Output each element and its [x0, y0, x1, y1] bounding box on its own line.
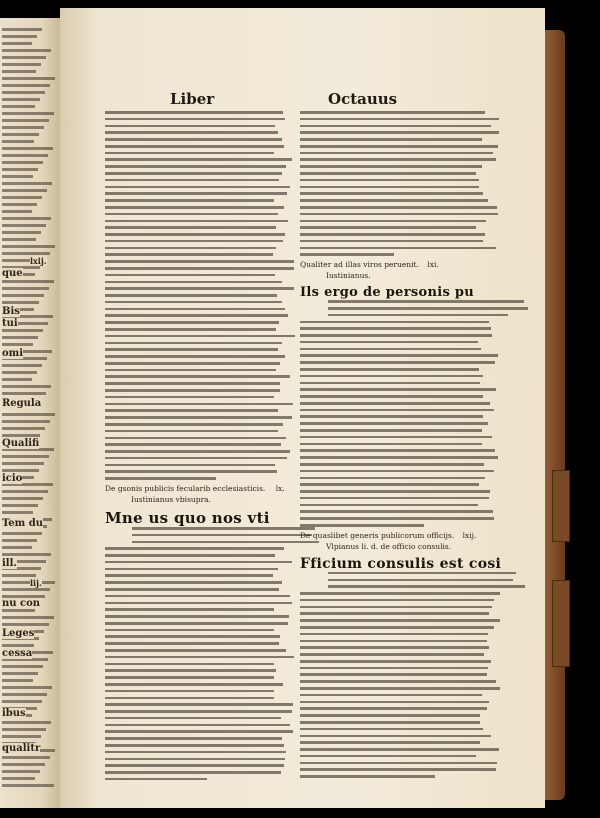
- left-page-text-line: [2, 217, 51, 220]
- text-line: [300, 504, 478, 507]
- left-page-text-line: [2, 427, 45, 430]
- text-line: [105, 131, 278, 134]
- text-line: [105, 737, 282, 740]
- text-line: [300, 436, 492, 439]
- left-page-text-line: [2, 609, 35, 612]
- text-line: [105, 247, 276, 250]
- text-line: [105, 470, 277, 473]
- text-column-left: [105, 111, 295, 785]
- text-line: [328, 579, 513, 582]
- text-line: [300, 755, 476, 758]
- left-page-text-line: [2, 420, 50, 423]
- text-line: [105, 683, 283, 686]
- text-line: [300, 748, 499, 751]
- left-page-text-line: [2, 546, 32, 549]
- left-page-fragment: que: [2, 268, 23, 279]
- text-line: [105, 301, 282, 304]
- text-line: [300, 179, 479, 182]
- text-line: [105, 260, 294, 263]
- text-line: [300, 247, 496, 250]
- text-line: [300, 762, 497, 765]
- left-page-text-line: [2, 364, 42, 367]
- text-line: [300, 321, 489, 324]
- text-line: [105, 409, 278, 412]
- text-line: [105, 457, 287, 460]
- text-line: [300, 606, 492, 609]
- left-page-text-line: [2, 147, 53, 150]
- left-page-text-line: [2, 77, 55, 80]
- left-page-text-line: [2, 532, 42, 535]
- text-line: [300, 626, 494, 629]
- left-page-text-line: [2, 154, 48, 157]
- text-line: [105, 158, 292, 161]
- text-line: [105, 125, 275, 128]
- text-line: [300, 327, 491, 330]
- left-page-fragment: omi: [2, 348, 24, 359]
- left-page-text-line: [2, 329, 43, 332]
- left-page-text-line: [2, 119, 49, 122]
- text-line: [105, 416, 292, 419]
- left-page-text-line: [2, 378, 32, 381]
- text-line: [105, 656, 294, 659]
- text-line: [105, 342, 282, 345]
- text-line: [300, 172, 476, 175]
- text-line: [300, 707, 487, 710]
- left-page-text-line: [2, 539, 37, 542]
- text-line: [300, 619, 500, 622]
- text-line: [300, 125, 491, 128]
- left-page-text-line: [2, 413, 55, 416]
- text-line: [300, 395, 483, 398]
- text-line: [105, 355, 285, 358]
- text-line: [300, 382, 480, 385]
- text-line: [300, 673, 487, 676]
- left-page-text-line: [2, 371, 37, 374]
- text-line: [300, 429, 482, 432]
- text-line: [300, 152, 493, 155]
- left-page-text-line: [2, 238, 36, 241]
- section-heading-lxi: Qualiter ad illas viros peruenit. lxi.: [300, 260, 439, 270]
- left-page-text-line: [2, 385, 51, 388]
- left-page-text-line: [2, 728, 46, 731]
- text-line: [105, 314, 288, 317]
- left-page-text-line: [2, 63, 41, 66]
- text-line: [132, 534, 312, 537]
- text-line: [300, 449, 495, 452]
- left-page-text-line: [2, 497, 43, 500]
- text-line: [105, 220, 288, 223]
- left-page-text-line: [2, 588, 50, 591]
- text-line: [300, 131, 499, 134]
- text-column-right: [300, 111, 500, 782]
- left-page-text-line: [2, 469, 39, 472]
- text-line: [300, 402, 490, 405]
- text-line: [300, 477, 485, 480]
- text-line: [300, 728, 483, 731]
- text-line: [328, 307, 528, 310]
- text-line: [300, 199, 488, 202]
- text-line: [300, 701, 489, 704]
- left-page-text-line: [2, 210, 32, 213]
- text-line: [105, 697, 274, 700]
- left-page-text-line: [2, 693, 47, 696]
- text-line: [105, 369, 276, 372]
- text-line: [300, 354, 498, 357]
- text-line: [132, 541, 319, 544]
- text-line: [105, 111, 283, 114]
- text-line: [300, 341, 478, 344]
- text-line: [105, 724, 290, 727]
- section-incipit-lx: Mne us quo nos vti: [105, 508, 270, 527]
- left-page-text-line: [2, 644, 34, 647]
- text-line: [105, 717, 281, 720]
- text-line: [300, 490, 490, 493]
- left-page-text-line: [2, 28, 42, 31]
- right-page: [60, 8, 545, 808]
- section-incipit-lxij: Fficium consulis est cosi: [300, 555, 502, 572]
- left-page: [0, 18, 60, 808]
- text-line: [105, 751, 286, 754]
- left-page-text-line: [2, 665, 43, 668]
- text-line: [105, 294, 277, 297]
- page-tab-lower: [552, 580, 570, 667]
- text-line: [300, 409, 494, 412]
- text-line: [105, 669, 276, 672]
- text-line: [105, 308, 285, 311]
- left-page-text-line: [2, 98, 40, 101]
- text-line: [300, 735, 491, 738]
- text-line: [328, 300, 524, 303]
- left-page-fragment: Leges: [2, 628, 35, 639]
- text-line: [300, 375, 483, 378]
- text-line: [105, 595, 290, 598]
- left-page-fragment: Qualifi: [2, 438, 40, 449]
- text-line: [300, 186, 479, 189]
- text-line: [300, 680, 496, 683]
- left-page-fragment: ibus: [2, 708, 26, 719]
- text-line: [105, 477, 216, 480]
- text-line: [300, 775, 435, 778]
- text-line: [105, 608, 274, 611]
- left-page-text-line: [2, 462, 44, 465]
- text-line: [300, 226, 476, 229]
- left-page-fragment: qualitr: [2, 743, 41, 754]
- left-page-text-line: [2, 336, 38, 339]
- text-line: [105, 389, 280, 392]
- left-page-fragment: nu con: [2, 598, 41, 609]
- left-page-number: lxij.: [30, 256, 47, 266]
- left-page-text-line: [2, 700, 42, 703]
- text-line: [300, 456, 498, 459]
- left-page-text-line: [2, 175, 33, 178]
- text-line: [300, 145, 498, 148]
- left-page-fragment: tui: [2, 318, 18, 329]
- text-line: [105, 396, 274, 399]
- left-page-text-line: [2, 224, 46, 227]
- text-line: [300, 361, 495, 364]
- text-line: [105, 771, 281, 774]
- text-line: [300, 206, 497, 209]
- left-page-text-line: [2, 721, 51, 724]
- text-line: [105, 226, 276, 229]
- text-line: [105, 554, 275, 557]
- text-line: [300, 694, 482, 697]
- text-line: [300, 348, 481, 351]
- text-line: [300, 667, 488, 670]
- section-incipit-lxi: Ils ergo de personis pu: [300, 285, 475, 301]
- left-page-fragment: Regula: [2, 398, 42, 409]
- left-page-text-line: [2, 756, 50, 759]
- left-page-text-line: [2, 574, 36, 577]
- text-line: [105, 206, 284, 209]
- text-line: [300, 599, 494, 602]
- left-page-text-line: [2, 182, 52, 185]
- left-page-text-line: [2, 161, 43, 164]
- left-page-text-line: [2, 280, 54, 283]
- text-line: [300, 517, 494, 520]
- text-line: [300, 233, 485, 236]
- left-page-text-line: [2, 196, 42, 199]
- text-line: [300, 334, 492, 337]
- text-line: [300, 415, 483, 418]
- left-page-text-line: [2, 581, 55, 584]
- running-head-right: Octauus: [328, 90, 398, 108]
- left-page-fragment: Bis: [2, 306, 20, 317]
- text-line: [105, 430, 278, 433]
- text-line: [300, 165, 482, 168]
- left-page-text-line: [2, 455, 49, 458]
- text-line: [105, 730, 293, 733]
- left-page-text-line: [2, 679, 33, 682]
- text-line: [105, 192, 287, 195]
- left-page-text-line: [2, 287, 49, 290]
- left-page-text-line: [2, 35, 37, 38]
- text-line: [300, 422, 488, 425]
- text-line: [105, 710, 292, 713]
- left-page-text-line: [2, 623, 49, 626]
- left-page-text-line: [2, 784, 54, 787]
- text-line: [105, 588, 279, 591]
- page-tab-upper: [552, 470, 570, 542]
- text-line: [300, 118, 499, 121]
- left-page-text-line: [2, 140, 34, 143]
- section-heading-lxij: De quaslibet generis publicorum officijs. lxij.: [300, 530, 477, 540]
- left-page-text-line: [2, 231, 41, 234]
- text-line: [300, 158, 496, 161]
- text-line: [105, 764, 284, 767]
- text-line: [105, 179, 279, 182]
- left-page-fragment: icio: [2, 473, 23, 484]
- text-line: [105, 703, 293, 706]
- section-subheading-lx: Iustinianus vbisupra.: [131, 494, 212, 504]
- text-line: [105, 152, 274, 155]
- text-line: [105, 348, 278, 351]
- text-line: [105, 663, 274, 666]
- text-line: [328, 314, 508, 317]
- left-page-text-line: [2, 133, 39, 136]
- text-line: [105, 635, 280, 638]
- left-page-text-line: [2, 203, 37, 206]
- text-line: [300, 660, 491, 663]
- text-line: [105, 253, 273, 256]
- text-line: [105, 758, 285, 761]
- text-line: [105, 568, 278, 571]
- left-page-text-line: [2, 126, 44, 129]
- text-line: [300, 612, 489, 615]
- text-line: [300, 640, 487, 643]
- text-line: [105, 690, 274, 693]
- text-line: [105, 443, 281, 446]
- text-line: [300, 721, 480, 724]
- text-line: [105, 274, 275, 277]
- text-line: [300, 714, 480, 717]
- left-page-text-line: [2, 294, 44, 297]
- text-line: [300, 768, 496, 771]
- left-page-text-line: [2, 112, 54, 115]
- text-line: [105, 240, 283, 243]
- left-page-text-line: [2, 392, 46, 395]
- text-line: [105, 138, 282, 141]
- text-line: [300, 138, 482, 141]
- text-line: [300, 463, 484, 466]
- left-page-text-line: [2, 91, 45, 94]
- text-line: [105, 547, 284, 550]
- text-line: [105, 464, 275, 467]
- text-line: [105, 629, 274, 632]
- left-page-text-line: [2, 686, 52, 689]
- text-line: [105, 423, 283, 426]
- left-page-text-line: [2, 504, 38, 507]
- left-page-fragment: ill.: [2, 558, 17, 569]
- left-page-text-line: [2, 42, 32, 45]
- text-line: [300, 483, 479, 486]
- left-page-text-line: [2, 245, 55, 248]
- text-line: [300, 687, 500, 690]
- left-page-text-line: [2, 56, 46, 59]
- text-line: [300, 253, 394, 256]
- text-line: [328, 585, 525, 588]
- left-page-text-line: [2, 252, 50, 255]
- text-line: [300, 646, 489, 649]
- left-page-text-line: [2, 735, 41, 738]
- left-page-text-line: [2, 672, 38, 675]
- text-line: [105, 649, 286, 652]
- text-line: [300, 443, 482, 446]
- left-page-text-line: [2, 84, 50, 87]
- text-line: [300, 653, 484, 656]
- text-line: [105, 186, 290, 189]
- text-line: [105, 642, 279, 645]
- text-line: [300, 213, 498, 216]
- text-line: [105, 328, 276, 331]
- text-line: [132, 527, 316, 530]
- text-line: [105, 676, 274, 679]
- left-page-fragment: Tem du: [2, 518, 43, 529]
- left-page-text-line: [2, 616, 54, 619]
- text-line: [105, 622, 288, 625]
- text-line: [105, 437, 286, 440]
- left-page-text-line: [2, 490, 48, 493]
- text-line: [105, 403, 293, 406]
- left-page-text-line: [2, 189, 47, 192]
- text-line: [300, 368, 479, 371]
- text-line: [105, 602, 292, 605]
- section-sub-lxij: Vlpianus li. d. de officio consulis.: [326, 541, 452, 551]
- text-line: [105, 145, 284, 148]
- text-line: [300, 388, 496, 391]
- text-line: [105, 335, 295, 338]
- text-line: [105, 615, 289, 618]
- text-line: [300, 524, 424, 527]
- left-page-number: lij.: [30, 578, 42, 588]
- text-line: [105, 281, 282, 284]
- text-line: [105, 118, 285, 121]
- text-line: [105, 382, 280, 385]
- text-line: [300, 192, 483, 195]
- text-line: [105, 744, 284, 747]
- text-line: [105, 213, 278, 216]
- left-page-text-line: [2, 70, 36, 73]
- left-page-text-line: [2, 105, 35, 108]
- section-sub-lxi: Iustinianus.: [326, 271, 371, 281]
- text-line: [300, 510, 493, 513]
- text-line: [300, 592, 500, 595]
- left-page-text-line: [2, 553, 51, 556]
- text-line: [105, 165, 286, 168]
- running-head-left: Liber: [170, 90, 215, 108]
- left-page-text-line: [2, 49, 51, 52]
- left-page-text-line: [2, 777, 35, 780]
- text-line: [105, 233, 285, 236]
- text-line: [105, 561, 292, 564]
- text-line: [300, 220, 486, 223]
- text-line: [105, 321, 279, 324]
- text-line: [105, 199, 274, 202]
- text-line: [300, 741, 480, 744]
- text-line: [105, 267, 294, 270]
- left-page-text-line: [2, 301, 39, 304]
- text-line: [105, 778, 207, 781]
- text-line: [105, 287, 294, 290]
- left-page-text-line: [2, 343, 33, 346]
- text-line: [105, 574, 273, 577]
- text-line: [328, 572, 516, 575]
- left-page-text-line: [2, 511, 33, 514]
- text-line: [105, 172, 282, 175]
- text-line: [105, 375, 290, 378]
- left-page-text-line: [2, 770, 40, 773]
- left-page-fragment: cessa: [2, 648, 33, 659]
- section-heading-lx: De gsonis publicis fecularib ecclesiasticis. lx.: [105, 483, 285, 493]
- text-line: [300, 470, 494, 473]
- text-line: [300, 497, 489, 500]
- text-line: [105, 450, 290, 453]
- left-page-text-line: [2, 168, 38, 171]
- text-line: [300, 111, 485, 114]
- text-line: [105, 362, 280, 365]
- left-page-text-line: [2, 763, 45, 766]
- text-line: [105, 581, 282, 584]
- text-line: [300, 633, 488, 636]
- text-line: [300, 240, 483, 243]
- left-page-text-line: [2, 434, 40, 437]
